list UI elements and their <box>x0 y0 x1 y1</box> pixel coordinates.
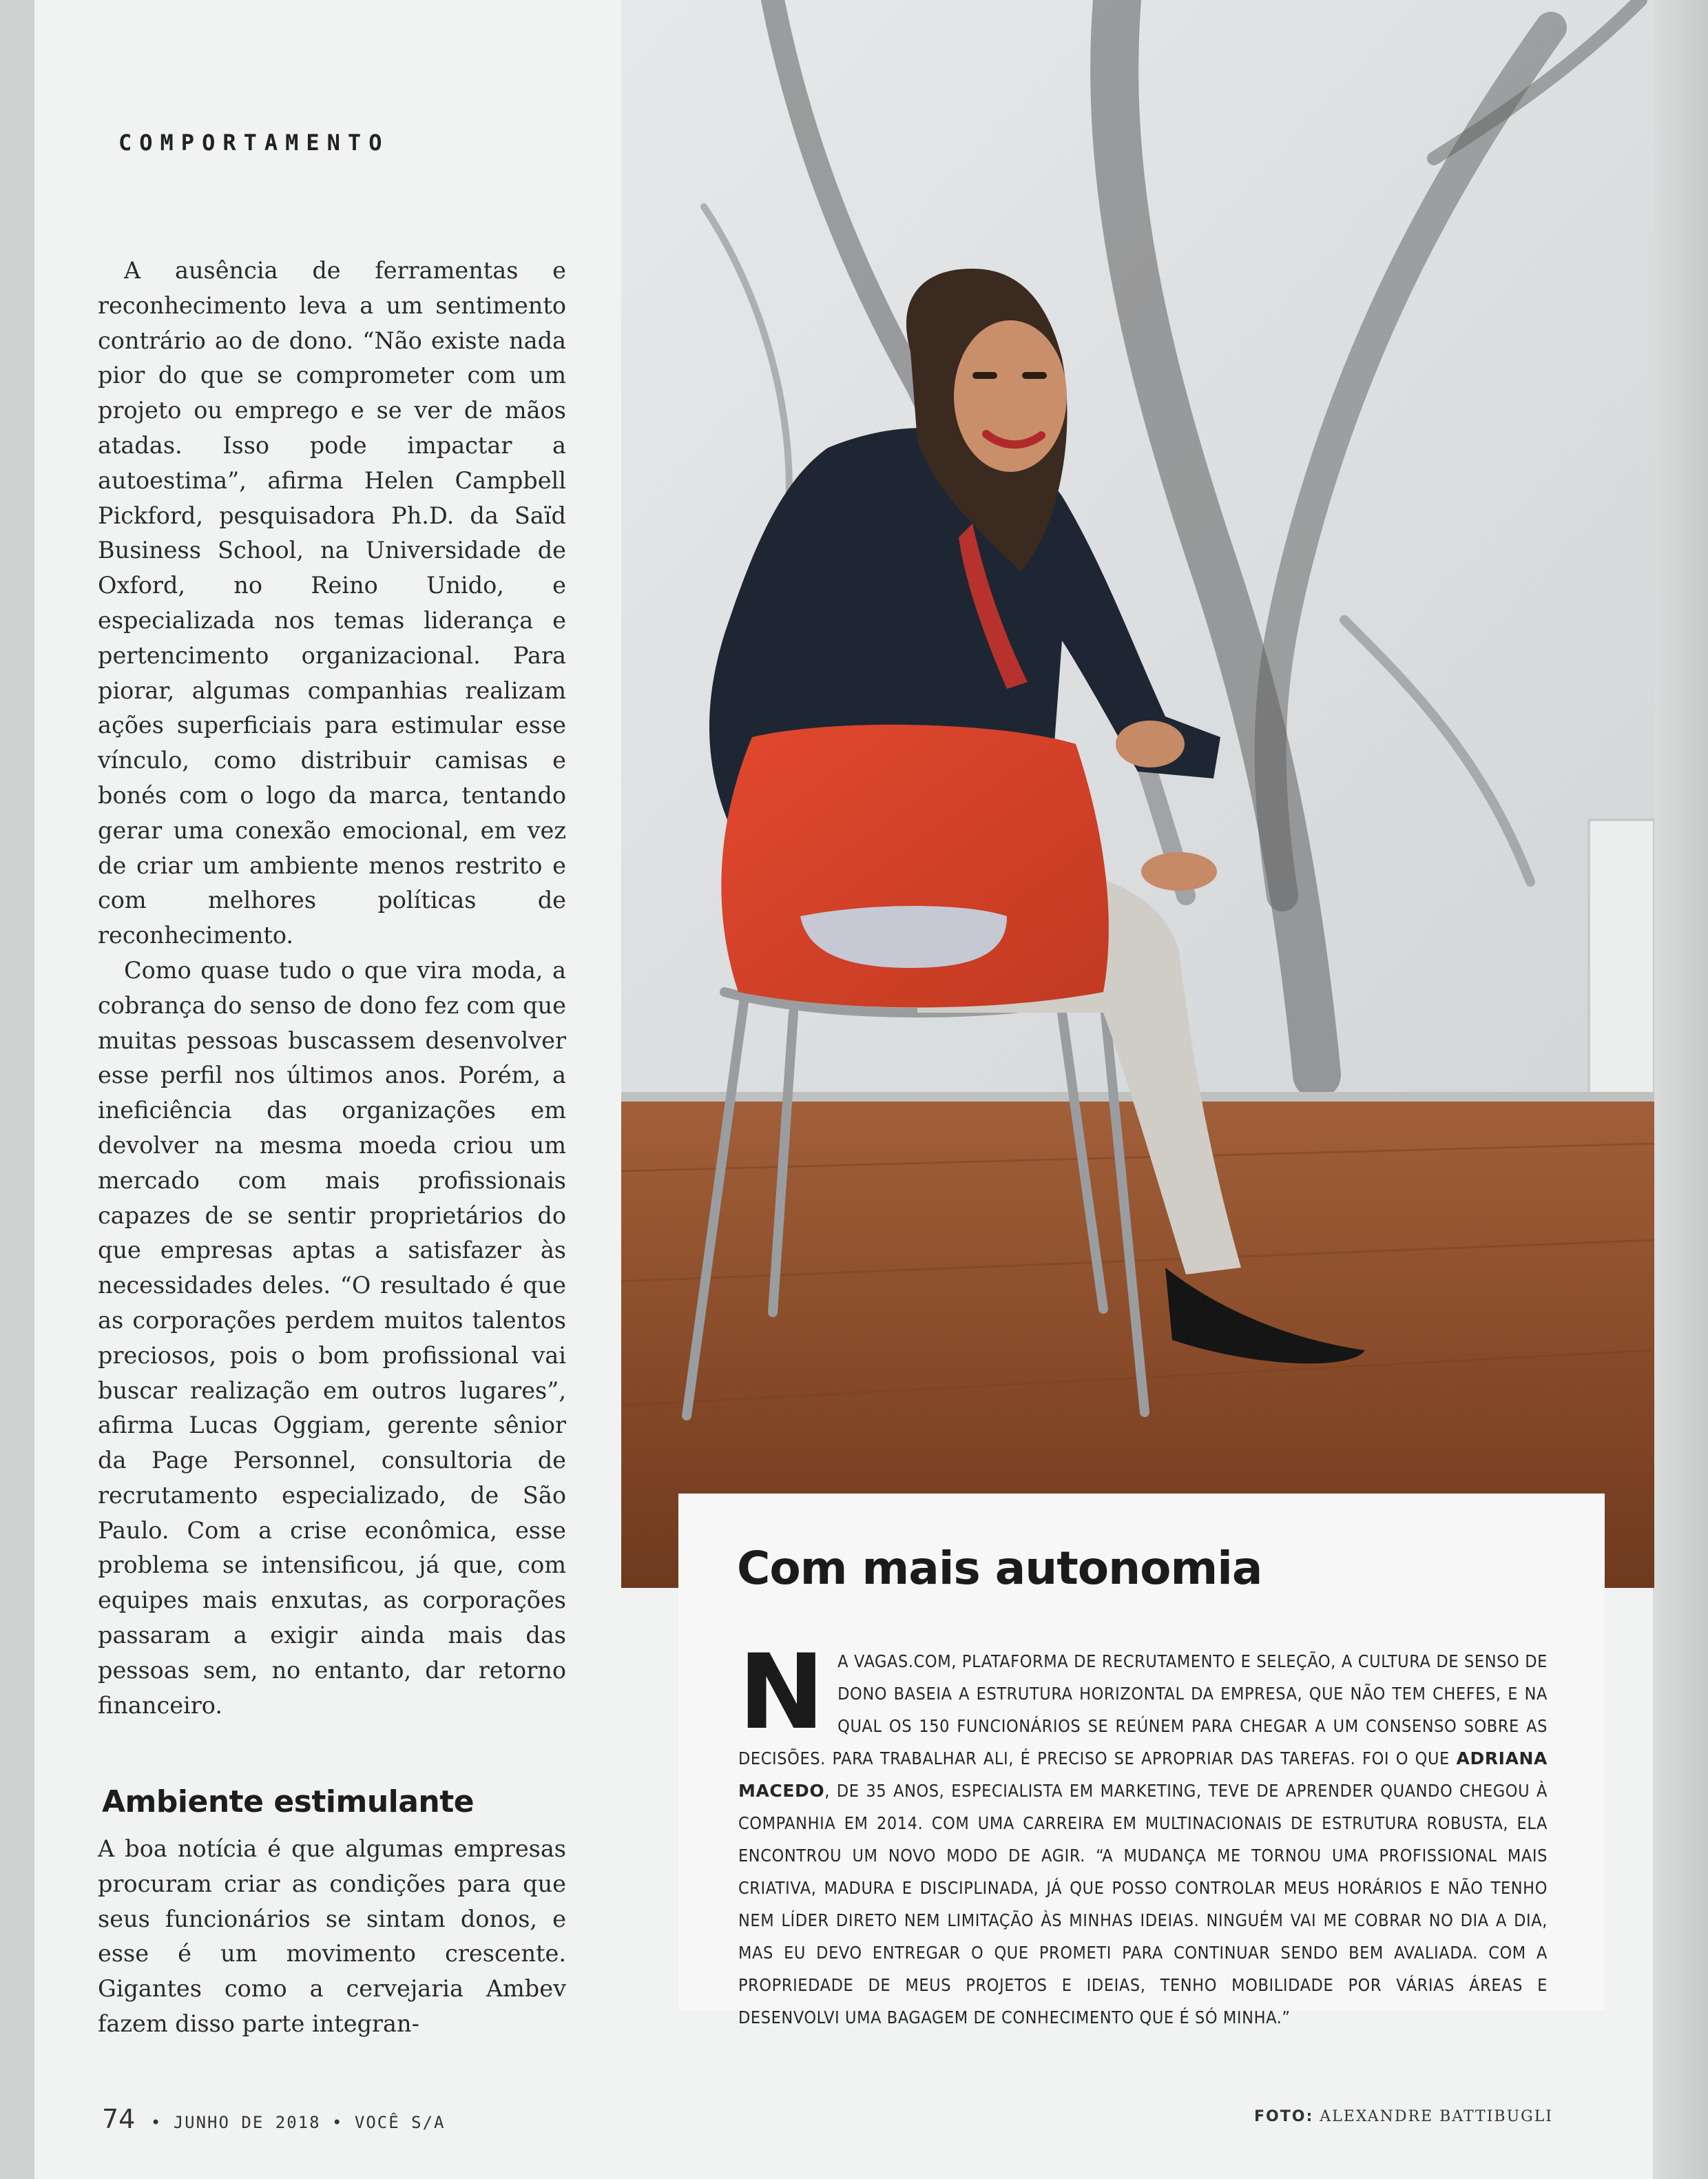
subheading: Ambiente estimulante <box>102 1784 475 1819</box>
paragraph: A ausência de ferramentas e reconhecimento leva a um sentimento contrário ao de dono. “Não existe nada pior do que se comprometer com um projeto ou emprego e se ver de mãos atadas. Isso pode impactar a autoestima”, afirma Helen Campbell Pickford, pesquisadora Ph.D. da Saïd Business School, na Universidade de Oxford, no Reino Unido, e especializada nos temas liderança e pertencimento organizacional. Para piorar, algumas companhias realizam ações superficiais para estimular esse vínculo, como distribuir camisas e bonés com o logo da marca, tentando gerar uma conexão emocional, em vez de criar um ambiente menos restrito e com melhores políticas de reconhecimento. <box>98 257 566 949</box>
sidebar-text-part-a: A VAGAS.COM, PLATAFORMA DE RECRUTAMENTO E SELEÇÃO, A CULTURA DE SENSO DE DONO BASEIA A ESTRUTURA HORIZONTAL DA EMPRESA, QUE NÃO TEM CHEFES, E NA QUAL OS 150 FUNCIONÁRIOS SE REÚNEM PARA CHEGAR A UM CONSENSO SOBRE AS DECISÕES. PARA TRABALHAR ALI, É PRECISO SE APROPRIAR DAS TAREFAS. FOI O QUE <box>738 1651 1548 1768</box>
page-footer <box>102 2104 446 2134</box>
issue-info: • JUNHO DE 2018 • VOCÊ S/A <box>150 2113 446 2132</box>
photo-label: FOTO: <box>1254 2108 1314 2125</box>
paragraph: Como quase tudo o que vira moda, a cobrança do senso de dono fez com que muitas pessoas buscassem desenvolver esse perfil nos últimos anos. Porém, a ineficiência das organizações em devolver na mesma moeda criou um mercado com mais profissionais capazes de se sentir proprietários do que empresas aptas a satisfazer às necessidades deles. “O resultado é que as corporações perdem muitos talentos preciosos, pois o bom profissional vai buscar realização em outros lugares”, afirma Lucas Oggiam, gerente sênior da Page Personnel, consultoria de recrutamento especializado, de São Paulo. Com a crise econômica, esse problema se intensificou, já que, com equipes mais enxutas, as corporações passaram a exigir ainda mais das pessoas sem, no entanto, dar retorno financeiro. <box>98 956 566 1719</box>
page-edge <box>1653 0 1708 2179</box>
sidebar-text-part-b: , DE 35 ANOS, ESPECIALISTA EM MARKETING, TEVE DE APRENDER QUANDO CHEGOU À COMPANHIA EM 2014. COM UMA CARREIRA EM MULTINACIONAIS DE ESTRUTURA ROBUSTA, ELA ENCONTROU UM NOVO MODO DE AGIR. “A MUDANÇA ME TORNOU UMA PROFISSIONAL MAIS CRIATIVA, MADURA E DISCIPLINADA, JÁ QUE POSSO CONTROLAR MEUS HORÁRIOS E NÃO TENHO NEM LÍDER DIRETO NEM LIMITAÇÃO ÀS MINHAS IDEIAS. NINGUÉM VAI ME COBRAR NO DIA A DIA, MAS EU DEVO ENTREGAR O QUE PROMETI PARA CONTINUAR SENDO BEM AVALIADA. COM A PROPRIEDADE DE MEUS PROJETOS E IDEIAS, TENHO MOBILIDADE POR VÁRIAS ÁREAS E DESENVOLVI UMA BAGAGEM DE CONHECIMENTO QUE É SÓ MINHA.” <box>738 1781 1548 2027</box>
page-number: 74 <box>102 2104 136 2134</box>
photographer-name: ALEXANDRE BATTIBUGLI <box>1320 2108 1553 2125</box>
portrait-photo <box>621 0 1654 1588</box>
sidebar-title: Com mais autonomia <box>737 1542 1262 1595</box>
body-column-1 <box>98 254 566 1723</box>
section-kicker: COMPORTAMENTO <box>118 130 390 156</box>
sidebar-text <box>738 1633 1548 2034</box>
paragraph: A boa notícia é que algumas empresas procuram criar as condições para que seus funcionários se sintam donos, e esse é um movimento crescente. Gigantes como a cervejaria Ambev fazem disso parte integran- <box>98 1835 566 2037</box>
photo-credit <box>1254 2108 1553 2125</box>
drop-cap: N <box>738 1633 826 1753</box>
highlighted-name: ADRIANA MACEDO <box>738 1748 1548 1801</box>
body-column-2 <box>98 1832 566 2042</box>
